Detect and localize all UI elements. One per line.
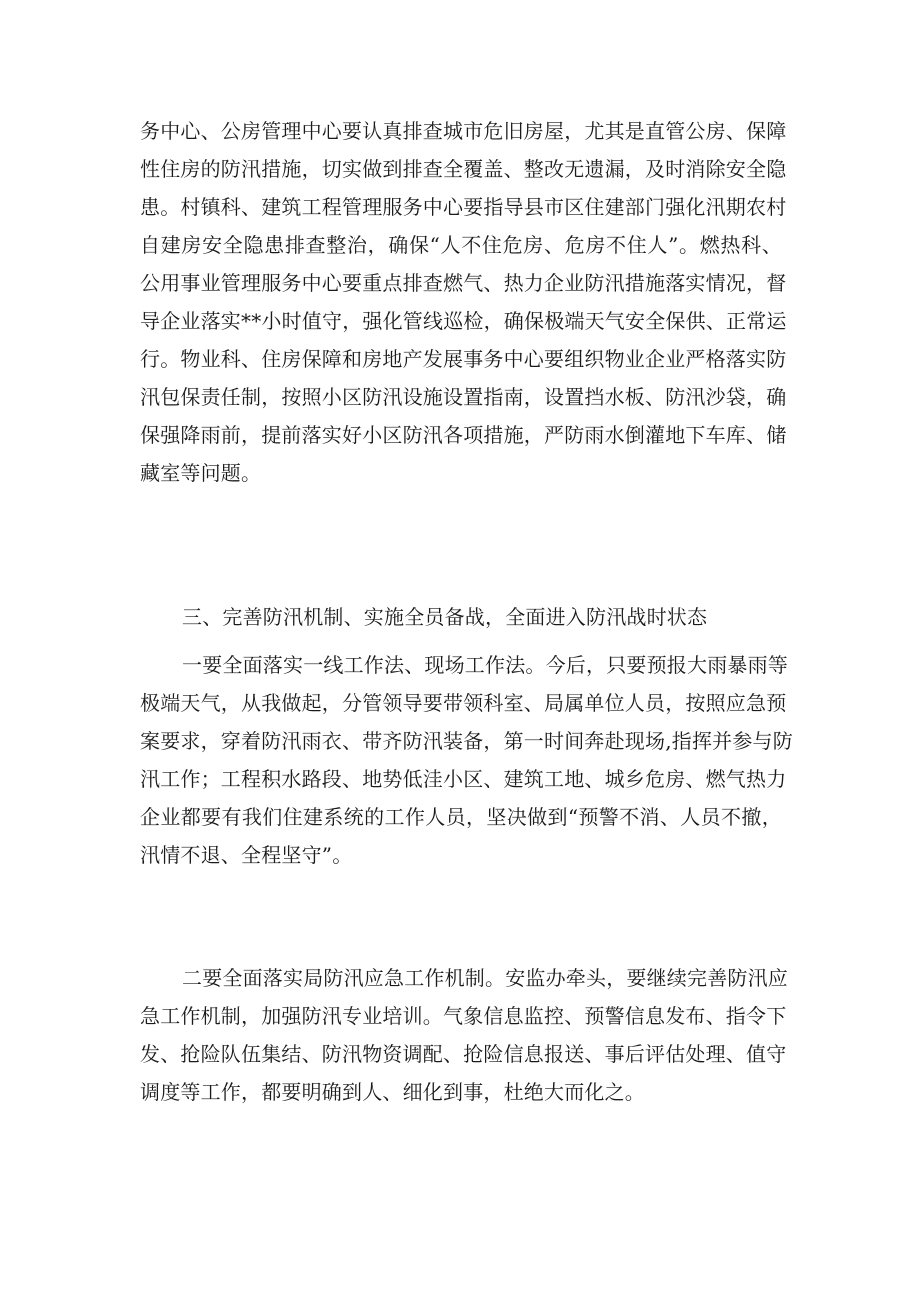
paragraph-line: 极端天气，从我做起，分管领导要带领科室、局属单位人员，按照应急预 bbox=[140, 691, 787, 715]
paragraph-line: 发、抢险队伍集结、防汛物资调配、抢险信息报送、事后评估处理、值守 bbox=[140, 1042, 787, 1066]
paragraph-line: 自建房安全隐患排查整治，确保“人不住危房、危房不住人”。燃热科、 bbox=[140, 233, 782, 257]
paragraph-2 bbox=[140, 646, 793, 874]
paragraph-line: 汛包保责任制，按照小区防汛设施设置指南，设置挡水板、防汛沙袋，确 bbox=[140, 385, 787, 409]
paragraph-1 bbox=[140, 112, 787, 492]
paragraph-line: 二要全面落实局防汛应急工作机制。安监办牵头，要继续完善防汛应 bbox=[182, 966, 788, 990]
paragraph-line: 一要全面落实一线工作法、现场工作法。今后，只要预报大雨暴雨等 bbox=[182, 653, 788, 677]
paragraph-line: 汛工作；工程积水路段、地势低洼小区、建筑工地、城乡危房、燃气热力 bbox=[140, 767, 787, 791]
paragraph-line: 导企业落实**小时值守，强化管线巡检，确保极端天气安全保供、正常运 bbox=[140, 309, 787, 333]
paragraph-line: 企业都要有我们住建系统的工作人员，坚决做到“预警不消、人员不撤， bbox=[140, 805, 782, 829]
paragraph-line: 行。物业科、住房保障和房地产发展事务中心要组织物业企业严格落实防 bbox=[140, 347, 787, 371]
paragraph-line: 急工作机制，加强防汛专业培训。气象信息监控、预警信息发布、指令下 bbox=[140, 1004, 787, 1028]
paragraph-line: 调度等工作，都要明确到人、细化到事，杜绝大而化之。 bbox=[140, 1080, 645, 1104]
paragraph-3 bbox=[140, 959, 788, 1111]
paragraph-line: 案要求，穿着防汛雨衣、带齐防汛装备，第一时间奔赴现场,指挥并参与防 bbox=[140, 729, 793, 753]
paragraph-line: 藏室等问题。 bbox=[140, 461, 262, 485]
paragraph-line: 保强降雨前，提前落实好小区防汛各项措施，严防雨水倒灌地下车库、储 bbox=[140, 423, 787, 447]
paragraph-line: 公用事业管理服务中心要重点排查燃气、热力企业防汛措施落实情况，督 bbox=[140, 271, 787, 295]
paragraph-line: 患。村镇科、建筑工程管理服务中心要指导县市区住建部门强化汛期农村 bbox=[140, 195, 787, 219]
section-heading-3 bbox=[140, 598, 782, 636]
section-heading-text: 三、完善防汛机制、实施全员备战，全面进入防汛战时状态 bbox=[182, 605, 708, 629]
paragraph-line: 性住房的防汛措施，切实做到排查全覆盖、整改无遗漏，及时消除安全隐 bbox=[140, 157, 787, 181]
paragraph-line: 汛情不退、全程坚守”。 bbox=[140, 843, 353, 867]
paragraph-line: 务中心、公房管理中心要认真排查城市危旧房屋，尤其是直管公房、保障 bbox=[140, 119, 787, 143]
